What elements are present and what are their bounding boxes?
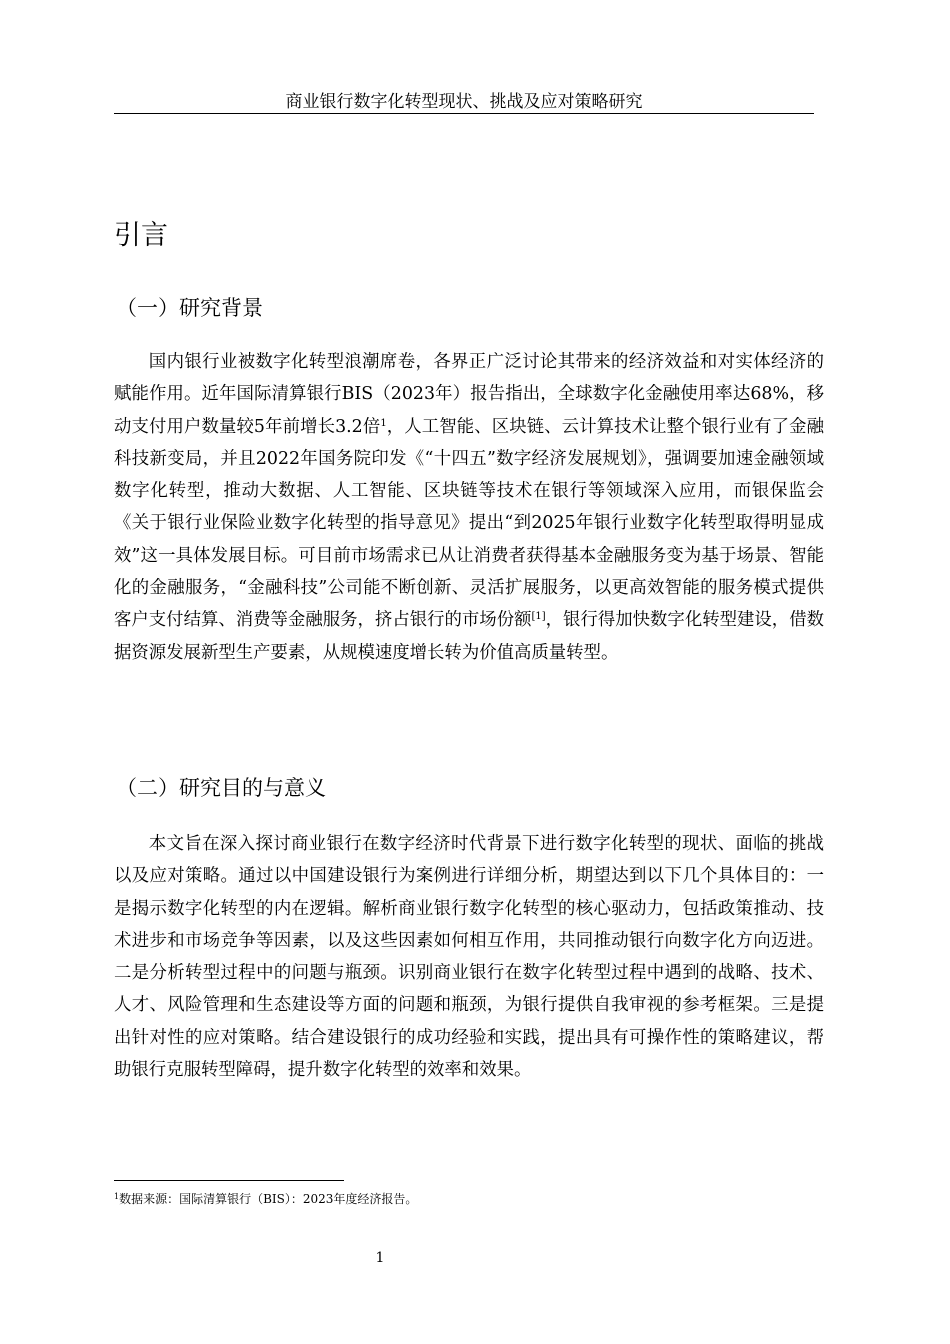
footnote [114, 1190, 814, 1208]
citation-reference[interactable]: [1] [531, 611, 546, 623]
footnote-text: 数据来源：国际清算银行（BIS）：2023年度经济报告。 [119, 1192, 418, 1206]
paragraph-text: 国内银行业被数字化转型浪潮席卷，各界正广泛讨论其带来的经济效益和对实体经济的赋能作用。近年国际清算银行BIS（2023年）报告指出，全球数字化金融使用率达68%，移动支付用户数量较5年前增长3.2倍 [114, 352, 824, 437]
paragraph-purpose: 本文旨在深入探讨商业银行在数字经济时代背景下进行数字化转型的现状、面临的挑战以及应对策略。通过以中国建设银行为案例进行详细分析，期望达到以下几个具体目的：一是揭示数字化转型的内在逻辑。解析商业银行数字化转型的核心驱动力，包括政策推动、技术进步和市场竞争等因素，以及这些因素如何相互作用，共同推动银行向数字化方向迈进。二是分析转型过程中的问题与瓶颈。识别商业银行在数字化转型过程中遇到的战略、技术、人才、风险管理和生态建设等方面的问题和瓶颈，为银行提供自我审视的参考框架。三是提出针对性的应对策略。结合建设银行的成功经验和实践，提出具有可操作性的策略建议，帮助银行克服转型障碍，提升数字化转型的效率和效果。 [114, 834, 824, 1081]
paragraph-background [114, 346, 824, 669]
header-rule [114, 113, 814, 114]
paragraph-text: ，银行得加快数字化转型建设，借数据资源发展新型生产要素，从规模速度增长转为价值高质量转型。 [114, 610, 824, 663]
subsection-title-background: （一）研究背景 [116, 296, 263, 320]
paragraph-text: ，人工智能、区块链、云计算技术让整个银行业有了金融科技新变局，并且2022年国务院印发《“十四五”数字经济发展规划》，强调要加速金融领域数字化转型，推动大数据、人工智能、区块链等技术在银行等领域深入应用，而银保监会《关于银行业保险业数字化转型的指导意见》提出“到2025年银行业数字化转型取得明显成效”这一具体发展目标。可目前市场需求已从让消费者获得基本金融服务变为基于场景、智能化的金融服务，“金融科技”公司能不断创新、灵活扩展服务，以更高效智能的服务模式提供客户支付结算、消费等金融服务，挤占银行的市场份额 [114, 416, 824, 631]
page-number: 1 [375, 1250, 385, 1266]
section-title: 引言 [114, 220, 168, 251]
footnote-reference[interactable]: 1 [380, 417, 387, 429]
footnote-rule [114, 1180, 344, 1181]
subsection-title-purpose: （二）研究目的与意义 [116, 776, 326, 800]
footnote-marker: 1 [114, 1192, 120, 1201]
running-header: 商业银行数字化转型现状、挑战及应对策略研究 [285, 92, 643, 112]
